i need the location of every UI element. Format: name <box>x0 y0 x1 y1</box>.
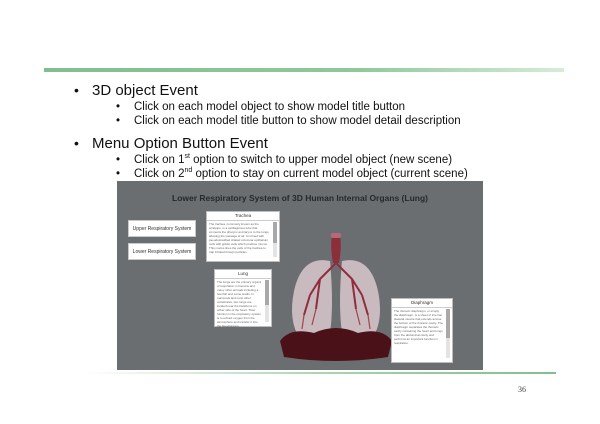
scrollbar-thumb[interactable] <box>265 280 269 305</box>
trachea-model[interactable] <box>331 235 341 263</box>
diaphragm-model[interactable] <box>280 328 392 361</box>
scrollbar-thumb[interactable] <box>273 222 277 243</box>
bullet-dot: • <box>116 101 121 113</box>
bullet-dot: • <box>74 135 79 151</box>
scrollbar-thumb[interactable] <box>446 309 450 338</box>
bullet-dot: • <box>116 168 121 180</box>
title-divider <box>44 68 564 72</box>
bullet-dot: • <box>74 82 79 98</box>
sub-bullet <box>116 115 594 127</box>
trachea-title-button[interactable]: Trachea <box>207 212 279 221</box>
bullet-label: Menu Option Button Event <box>92 135 268 152</box>
diaphragm-description: The thoracic diaphragm, or simply the diaphragm, is a sheet of internal skeletal muscle that extends across the bottom of the thoracic cavity. The diaphragm separates the thoracic cavity containing the heart and lungs from the abdominal cavity and performs an important function in respiration. <box>394 309 443 345</box>
lung-model[interactable] <box>280 221 392 361</box>
lung-title-button[interactable]: Lung <box>215 270 271 279</box>
lower-respiratory-button[interactable]: Lower Respiratory System <box>129 244 195 259</box>
footer-divider <box>86 372 556 374</box>
page-number: 36 <box>518 385 526 394</box>
bullet-dot: • <box>116 154 121 166</box>
bullet-3d-object-event <box>74 82 594 99</box>
scrollbar[interactable] <box>446 309 450 358</box>
app-screenshot <box>117 181 483 370</box>
scrollbar[interactable] <box>265 280 269 322</box>
bullet-menu-option-event <box>74 135 594 152</box>
trachea-description: The trachea, commonly known as the windpipe, is a cartilaginous tube that connects the pharynx and larynx to the lungs, allowing the passage of air. It is lined with pseudostratified ciliated columnar epithelium cells with goblet cells which produce mucus. This mucus lines the cells of the trachea to trap inhaled foreign particles. <box>209 222 270 254</box>
diaphragm-title-button[interactable]: Diaphragm <box>392 299 452 308</box>
upper-respiratory-button[interactable]: Upper Respiratory System <box>129 221 195 236</box>
sub-bullet <box>116 101 594 113</box>
trachea-info-panel <box>207 212 279 261</box>
lung-description: The lungs are the primary organs of respiration in humans and many other animals including a few fish and some snails. In mammals and most other vertebrates, two lungs are located near the backbone on either side of the heart. Their function in the respiratory system is to extract oxygen from the atmosphere and transfer it into the bloodstream. <box>217 280 262 328</box>
sub-bullet-text: Click on each model object to show model title button <box>134 101 406 113</box>
bullet-label: 3D object Event <box>92 82 198 99</box>
app-title: Lower Respiratory System of 3D Human Internal Organs (Lung) <box>172 193 428 203</box>
diaphragm-info-panel <box>392 299 452 362</box>
scrollbar[interactable] <box>273 222 277 257</box>
sub-bullet-text: Click on each model title button to show model detail description <box>134 115 461 127</box>
bullet-dot: • <box>116 115 121 127</box>
sub-bullet <box>116 154 594 166</box>
sub-bullet-text: Click on 1st option to switch to upper model object (new scene) <box>134 153 453 166</box>
sub-bullet <box>116 168 594 180</box>
bullet-list <box>74 78 594 180</box>
lung-info-panel <box>215 270 271 326</box>
sub-bullet-text: Click on 2nd option to stay on current model object (current scene) <box>134 167 468 180</box>
